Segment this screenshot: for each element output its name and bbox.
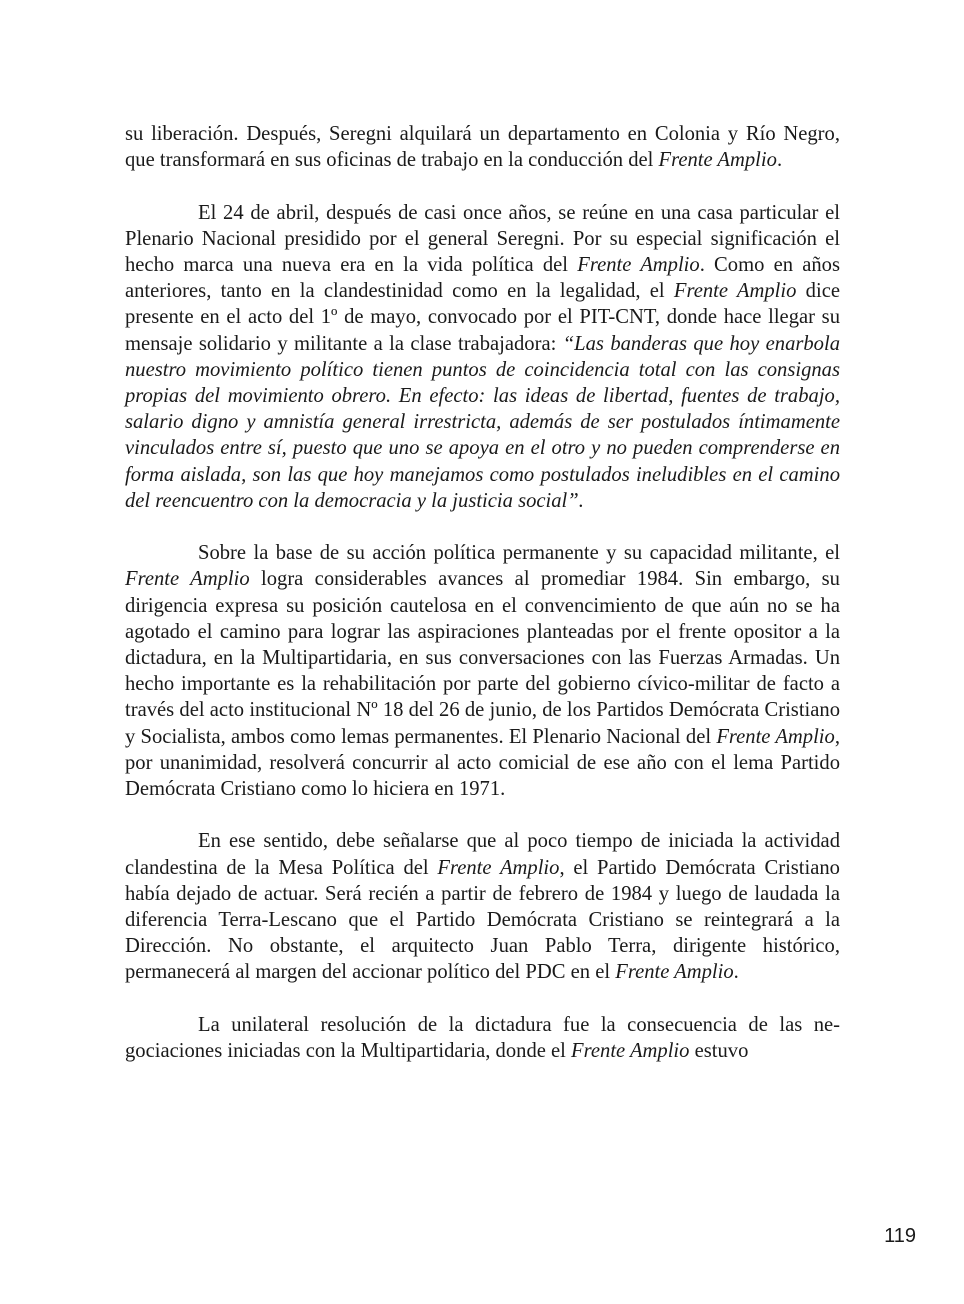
paragraph	[125, 1012, 840, 1064]
text-run: La unilateral resolución de la dictadura fue la consecuencia de las negociaciones iniciadas con la Multipartidaria, donde el	[125, 1013, 840, 1063]
paragraph	[125, 828, 840, 985]
text-run: , el Partido Demócrata Cristiano había dejado de actuar. Será recién a partir de febrero de 1984 y luego de laudada la diferencia Terra-Lescano que el Partido Demócrata Cristiano se reintegrará a la Dirección. No obstante, el arquitecto Juan Pablo Terra, dirigente histórico, permanecerá al margen del accionar político del PDC en el	[125, 856, 840, 984]
text-run: su liberación. Después, Seregni alquilará un departamento en Colonia y Río Negro, que transformará en sus oficinas de trabajo en la conducción del	[125, 123, 840, 172]
text-run: logra considerables avances al promediar 1984. Sin embargo, su dirigencia expresa su posición cautelosa en el convencimiento de que aún no se ha agotado el camino para lograr las aspiraciones planteadas por el frente opositor a la dictadura, en la Multipartidaria, en sus conversaciones con las Fuerzas Armadas. Un hecho importante es la rehabilitación por parte del gobierno cívico-militar de facto a través del acto institucional Nº 18 del 26 de junio, de los Partidos Demócrata Cristiano y Socialista, ambos como lemas permanentes. El Plenario Nacional del	[125, 568, 840, 748]
text-run: , por unanimidad, resolverá concurrir al acto comicial de ese año con el lema Partido Demócrata Cristiano como lo hiciera en 1971.	[125, 725, 840, 801]
italic-run: Frente Amplio	[716, 725, 835, 748]
italic-run: Frente Amplio	[577, 254, 700, 276]
italic-run: Frente Amplio	[615, 961, 734, 984]
paragraph	[125, 540, 840, 802]
paragraph	[125, 121, 840, 173]
text-run: .	[733, 961, 739, 984]
italic-run: Frente Amplio	[658, 149, 777, 172]
body-text	[125, 121, 840, 1064]
paragraph	[125, 200, 840, 514]
text-run: En ese sentido, debe señalarse que al poco tiempo de iniciada la actividad clandestina de la Mesa Política del	[125, 830, 840, 879]
text-run: .	[776, 149, 783, 172]
text-run: El 24 de abril, después de casi once años, se reúne en una casa particular el Plenario Nacional presidido por el general Seregni. Por su especial significación el hecho marca una nueva era en la vida política del	[125, 201, 840, 276]
text-run: dice presente en el acto del 1º de mayo, convocado por el PIT-CNT, donde hace llegar su mensaje solidario y militante a la clase trabajadora:	[125, 280, 840, 355]
italic-run: Frente Amplio	[125, 568, 250, 591]
text-run: . Como en años anteriores, tanto en la clandestinidad como en la legalidad, el	[125, 254, 840, 303]
italic-quote: “Las banderas que hoy enarbola nuestro movimiento político tienen puntos de coincidencia total con las consignas propias del movimiento obrero. En efecto: las ideas de libertad, fuentes de trabajo, salario digno y amnistía general irrestricta, además de ser postulados íntimamente vinculados entre sí, puesto que uno se apoya en el otro y no pueden comprenderse en forma aislada, son las que hoy manejamos como postulados ineludibles en el camino del reencuentro con la democracia y la justicia social”.	[125, 332, 840, 512]
italic-run: Frente Amplio	[673, 280, 797, 303]
italic-run: Frente Amplio	[437, 856, 560, 879]
text-run: Sobre la base de su acción política permanente y su capacidad militante, el	[198, 542, 840, 565]
text-run: estuvo	[689, 1040, 749, 1063]
page-number: 119	[884, 1225, 916, 1247]
italic-run: Frente Amplio	[571, 1040, 690, 1063]
